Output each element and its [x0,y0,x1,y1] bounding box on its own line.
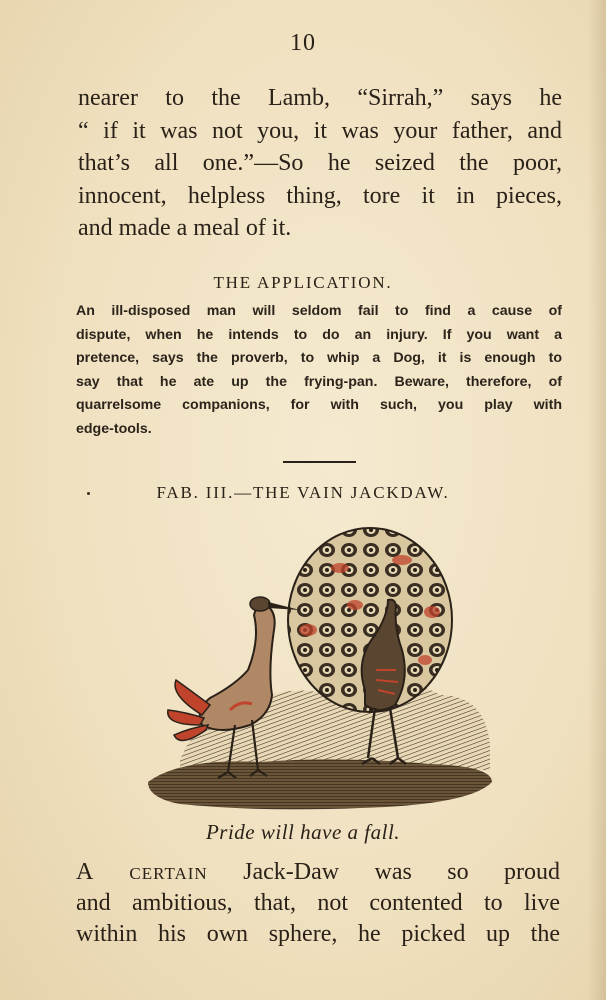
application-heading: THE APPLICATION. [213,273,393,292]
text-line: An ill-disposed man will seldom fail to find a cause of [76,303,562,319]
section-divider [283,461,356,463]
application-text [76,300,562,442]
page-number: 10 [290,30,316,56]
text-line [76,857,560,888]
woodcut-illustration [140,520,500,820]
ground-patch [148,759,492,809]
text-line: that’s all one.”—So he seized the poor, [78,150,562,176]
text-line: dispute, when he intends to do an injury. If you want a [76,326,562,343]
jackdaw-tail-feathers [168,680,210,740]
text-fragment: Jack-Daw was so proud [207,859,561,885]
text-line: nearer to the Lamb, “Sirrah,” says he [78,85,562,111]
illustration-caption: Pride will have a fall. [205,820,401,844]
small-caps-opening: A certain [76,859,208,885]
text-line: within his own sphere, he picked up the [76,921,560,947]
jackdaw-body [200,602,275,730]
text-line: pretence, says the proverb, to whip a Dog, it is enough to [76,350,562,367]
jackdaw-head [250,597,270,611]
text-line: say that he ate up the frying-pan. Beware, therefore, of [76,373,562,390]
fable-title: FAB. III.—THE VAIN JACKDAW. [156,483,450,502]
text-line: “ if it was not you, it was your father, and [78,117,562,144]
text-line: edge-tools. [76,420,152,437]
text-line: and made a meal of it. [78,215,292,241]
top-passage [78,82,562,245]
text-line: innocent, helpless thing, tore it in pieces, [78,182,562,209]
page-edge-shadow [588,0,606,1000]
text-line: and ambitious, that, not contented to live [76,890,560,916]
fable-opening-passage [76,857,560,950]
text-line: quarrelsome companions, for with such, you play with [76,397,562,414]
